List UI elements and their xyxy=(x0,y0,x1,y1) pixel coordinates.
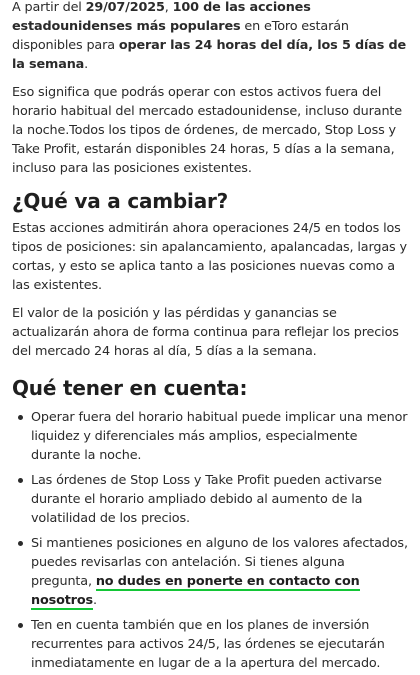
list-item-text: Si mantienes posiciones en alguno de los valores afectados, puedes revisarlas con antelación. Si tienes alguna pregunta, xyxy=(31,536,408,589)
list-item-text: Las órdenes de Stop Loss y Take Profit pueden activarse durante el horario ampliado debido al aumento de la volatilidad de los precios. xyxy=(31,473,382,526)
list-item-text: Operar fuera del horario habitual puede implicar una menor liquidez y diferenciales más amplios, especialmente durante la noche. xyxy=(31,410,408,463)
bullet-icon xyxy=(18,415,23,420)
intro-highlight-hours: operar las 24 horas del día, los 5 días de la semana xyxy=(12,38,407,72)
list-item xyxy=(12,534,408,610)
intro-text: en eToro estarán disponibles para xyxy=(12,19,349,53)
list-item xyxy=(12,616,408,673)
launch-date: 29/07/2025 xyxy=(85,0,165,15)
contact-us-link[interactable]: no dudes en ponerte en contacto con nosotros xyxy=(31,574,360,608)
intro-text: . xyxy=(84,57,89,72)
intro-text: , xyxy=(164,0,173,15)
section-heading-changes: ¿Qué va a cambiar? xyxy=(12,189,229,213)
intro-text: A partir del xyxy=(12,0,86,15)
intro-highlight-stocks: 100 de las acciones estadounidenses más populares xyxy=(12,0,311,34)
bullet-icon xyxy=(18,478,23,483)
considerations-list xyxy=(12,408,408,673)
intro-paragraph xyxy=(12,0,408,74)
changes-paragraph-2: El valor de la posición y las pérdidas y ganancias se actualizarán ahora de forma continua para reflejar los precios del mercado 24 horas al día, 5 días a la semana. xyxy=(12,306,399,359)
list-item xyxy=(12,471,408,528)
changes-paragraph-1: Estas acciones admitirán ahora operaciones 24/5 en todos los tipos de posiciones: sin apalancamiento, apalancadas, largas y cortas, y esto se aplica tanto a las posiciones nuevas como a las existentes. xyxy=(12,221,407,293)
list-item-text: Ten en cuenta también que en los planes de inversión recurrentes para activos 24/5, las órdenes se ejecutarán inmediatamente en lugar de a la apertura del mercado. xyxy=(31,618,385,671)
list-item-text: . xyxy=(92,593,97,608)
section-heading-considerations: Qué tener en cuenta: xyxy=(12,376,248,400)
bullet-icon xyxy=(18,541,23,546)
intro-details-paragraph: Eso significa que podrás operar con estos activos fuera del horario habitual del mercado estadounidense, incluso durante la noche.Todos los tipos de órdenes, de mercado, Stop Loss y Take Profit, estarán disponibles 24 horas, 5 días a la semana, incluso para las posiciones existentes. xyxy=(12,85,402,176)
list-item xyxy=(12,408,408,465)
bullet-icon xyxy=(18,623,23,628)
